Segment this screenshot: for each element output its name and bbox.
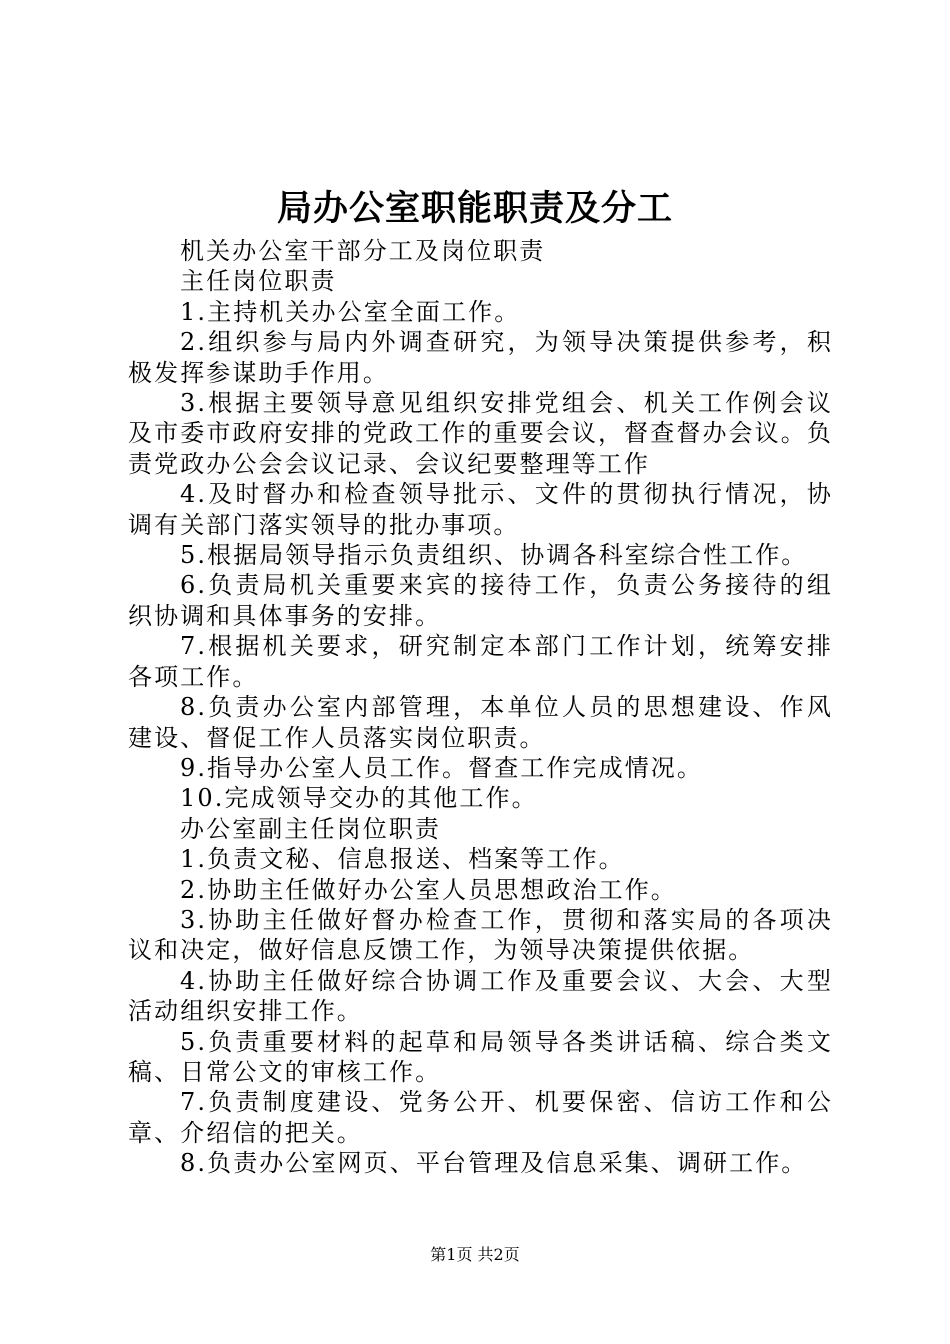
paragraph: 2.协助主任做好办公室人员思想政治工作。 [180,875,677,904]
paragraph: 8.负责办公室网页、平台管理及信息采集、调研工作。 [180,1149,808,1178]
paragraph: 1.主持机关办公室全面工作。 [180,297,521,326]
paragraph: 5.负责重要材料的起草和局领导各类讲话稿、综合类文稿、日常公文的审核工作。 [128,1027,833,1086]
paragraph: 主任岗位职责 [180,267,337,296]
paragraph: 5.根据局领导指示负责组织、协调各科室综合性工作。 [180,541,808,570]
paragraph: 7.根据机关要求，研究制定本部门工作计划，统筹安排各项工作。 [128,632,833,691]
paragraph: 3.协助主任做好督办检查工作，贯彻和落实局的各项决议和决定，做好信息反馈工作，为领导决策提供依据。 [128,905,833,965]
document-body [128,236,833,1179]
page-footer: 第1页 共2页 [430,1245,520,1264]
document-title: 局办公室职能职责及分工 [276,188,673,229]
paragraph: 4.及时督办和检查领导批示、文件的贯彻执行情况，协调有关部门落实领导的批办事项。 [128,480,833,539]
paragraph: 9.指导办公室人员工作。督查工作完成情况。 [180,753,703,782]
paragraph: 1.负责文秘、信息报送、档案等工作。 [180,845,625,874]
paragraph: 8.负责办公室内部管理，本单位人员的思想建设、作风建设、督促工作人员落实岗位职责。 [128,693,833,752]
paragraph: 6.负责局机关重要来宾的接待工作，负责公务接待的组织协调和具体事务的安排。 [128,571,833,630]
paragraph: 3.根据主要领导意见组织安排党组会、机关工作例会议及市委市政府安排的党政工作的重要会议，督查督办会议。负责党政办公会会议记录、会议纪要整理等工作 [128,389,833,478]
paragraph: 办公室副主任岗位职责 [180,814,441,843]
paragraph: 4.协助主任做好综合协调工作及重要会议、大会、大型活动组织安排工作。 [128,966,833,1026]
paragraph: 机关办公室干部分工及岗位职责 [180,237,546,265]
paragraph: 10.完成领导交办的其他工作。 [180,784,538,813]
paragraph: 2.组织参与局内外调查研究，为领导决策提供参考，积极发挥参谋助手作用。 [128,328,833,387]
paragraph: 7.负责制度建设、党务公开、机要保密、信访工作和公章、介绍信的把关。 [128,1088,833,1147]
